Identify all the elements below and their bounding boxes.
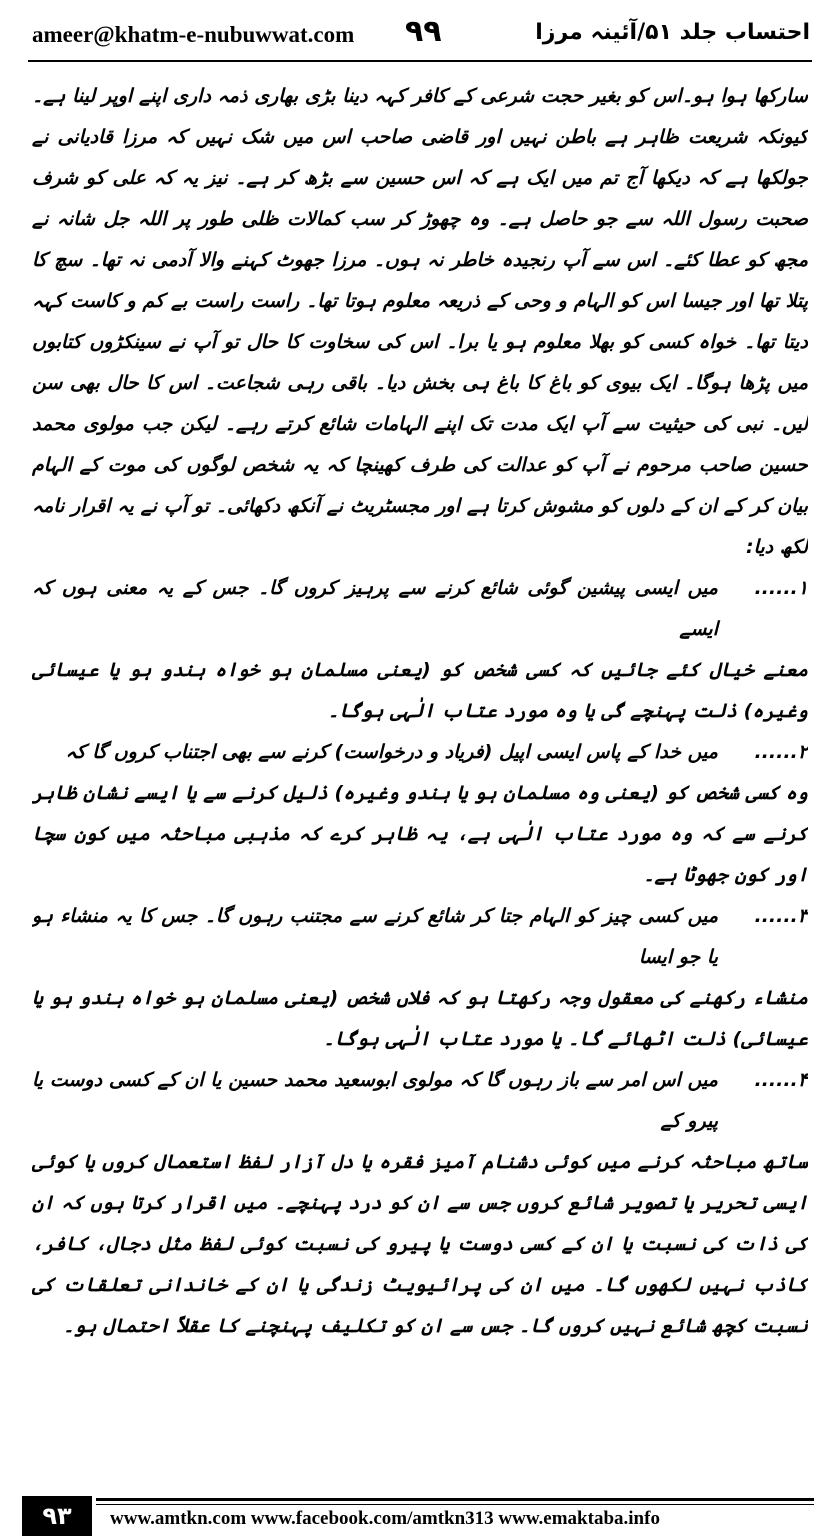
intro-paragraph: سارکھا ہوا ہو۔اس کو بغیر حجت شرعی کے کافر کہہ دینا بڑی بھاری ذمہ داری اپنے اوپر لینا ہے۔ کیونکہ شریعت ظاہر ہے باطن نہیں اور قاضی صاحب اس میں شک نہیں کہ مرزا قادیانی نے جولکھا ہے کہ دیکھا آج تم میں ایک ہے کہ اس حسین سے بڑھ کر ہے۔ نیز یہ کہ علی کو شرف صحبت رسول اللہ سے جو حاصل ہے۔ وہ چھوڑ کر سب کمالات ظلی طور پر اللہ جل شانہ نے مجھ کو عطا کئے۔ اس سے آپ رنجیدہ خاطر نہ ہوں۔ مرزا جھوٹ کہنے والا آدمی نہ تھا۔ سچ کا پتلا تھا اور جیسا اس کو الہام و وحی کے ذریعہ معلوم ہوتا تھا۔ راست راست بے کم و کاست کہہ دیتا تھا۔ خواہ کسی کو بھلا معلوم ہو یا برا۔ اس کی سخاوت کا حال تو آپ نے سینکڑوں کتابوں میں پڑھا ہوگا۔ ایک بیوی کو باغ کا باغ ہی بخش دیا۔ باقی رہی شجاعت۔ اس کا حال بھی سن لیں۔ نبی کی حیثیت سے آپ ایک مدت تک اپنے الہامات شائع کرتے رہے۔ لیکن جب مولوی محمد حسین صاحب مرحوم نے آپ کو عدالت کی طرف کھینچا کہ یہ شخص لوگوں کی موت کے الہام بیان کر کے ان کے دلوں کو مشوش کرتا ہے اور مجسٹریٹ نے آنکھ دکھائی۔ تو آپ نے یہ اقرار نامہ لکھ دیا: [32,85,808,558]
item-first-line: میں خدا کے پاس ایسی اپیل (فریاد و درخواست) کرنے سے بھی اجتناب کروں گا کہ [65,741,718,763]
footer-website-links: www.amtkn.com www.facebook.com/amtkn313 www.emaktaba.info [110,1508,660,1529]
list-item [32,896,808,978]
header-email: ameer@khatm-e-nubuwwat.com [32,22,355,47]
item-number: ۴...... [754,1069,808,1091]
header-book-page-number: ۹۹ [405,14,442,49]
footer-divider-thin [96,1504,814,1505]
item-first-line: میں ایسی پیشین گوئی شائع کرنے سے پرہیز کروں گا۔ جس کے یہ معنی ہوں کہ ایسے [32,577,718,640]
item-number: ۳...... [754,905,808,927]
header-divider [28,60,812,62]
list-item [32,732,808,773]
list-item [32,568,808,650]
page-header [0,0,840,70]
item-number: ۲...... [754,741,808,763]
page-body [32,76,808,1456]
footer-page-number: ۹۳ [22,1496,92,1536]
page-footer [0,1490,840,1540]
item-continuation: معنے خیال کئے جائیں کہ کسی شخص کو (یعنی مسلمان ہو خواہ ہندو ہو یا عیسائی وغیرہ) ذلت پہنچے گی یا وہ مورد عتاب الٰہی ہوگا۔ [32,659,808,722]
item-continuation: منشاء رکھنے کی معقول وجہ رکھتا ہو کہ فلاں شخص (یعنی مسلمان ہو خواہ ہندو ہو یا عیسائی) ذلت اٹھائے گا۔ یا مورد عتاب الٰہی ہوگا۔ [32,987,808,1050]
item-number: ۱...... [754,577,808,599]
item-first-line: میں کسی چیز کو الہام جتا کر شائع کرنے سے مجتنب رہوں گا۔ جس کا یہ منشاء ہو یا جو ایسا [32,905,718,968]
header-book-title: احتساب جلد ۵۱/آئینہ مرزا [535,20,810,45]
item-continuation: ساتھ مباحثہ کرنے میں کوئی دشنام آمیز فقرہ یا دل آزار لفظ استعمال کروں یا کوئی ایسی تحریر یا تصویر شائع کروں جس سے ان کو درد پہنچے۔ میں اقرار کرتا ہوں کہ ان کی ذات کی نسبت یا ان کے کسی دوست یا پیرو کی نسبت کوئی لفظ مثل دجال، کافر، کاذب نہیں لکھوں گا۔ میں ان کی پرائیویٹ زندگی یا ان کے خاندانی تعلقات کی نسبت کچھ شائع نہیں کروں گا۔ جس سے ان کو تکلیف پہنچنے کا عقلاً احتمال ہو۔ [32,1151,808,1337]
footer-divider [96,1498,814,1501]
item-continuation: وہ کسی شخص کو (یعنی وہ مسلمان ہو یا ہندو وغیرہ) ذلیل کرنے سے یا ایسے نشان ظاہر کرنے سے کہ وہ مورد عتاب الٰہی ہے، یہ ظاہر کرے کہ مذہبی مباحثہ میں کون سچا اور کون جھوٹا ہے۔ [32,782,808,886]
item-first-line: میں اس امر سے باز رہوں گا کہ مولوی ابوسعید محمد حسین یا ان کے کسی دوست یا پیرو کے [32,1069,718,1132]
list-item [32,1060,808,1142]
